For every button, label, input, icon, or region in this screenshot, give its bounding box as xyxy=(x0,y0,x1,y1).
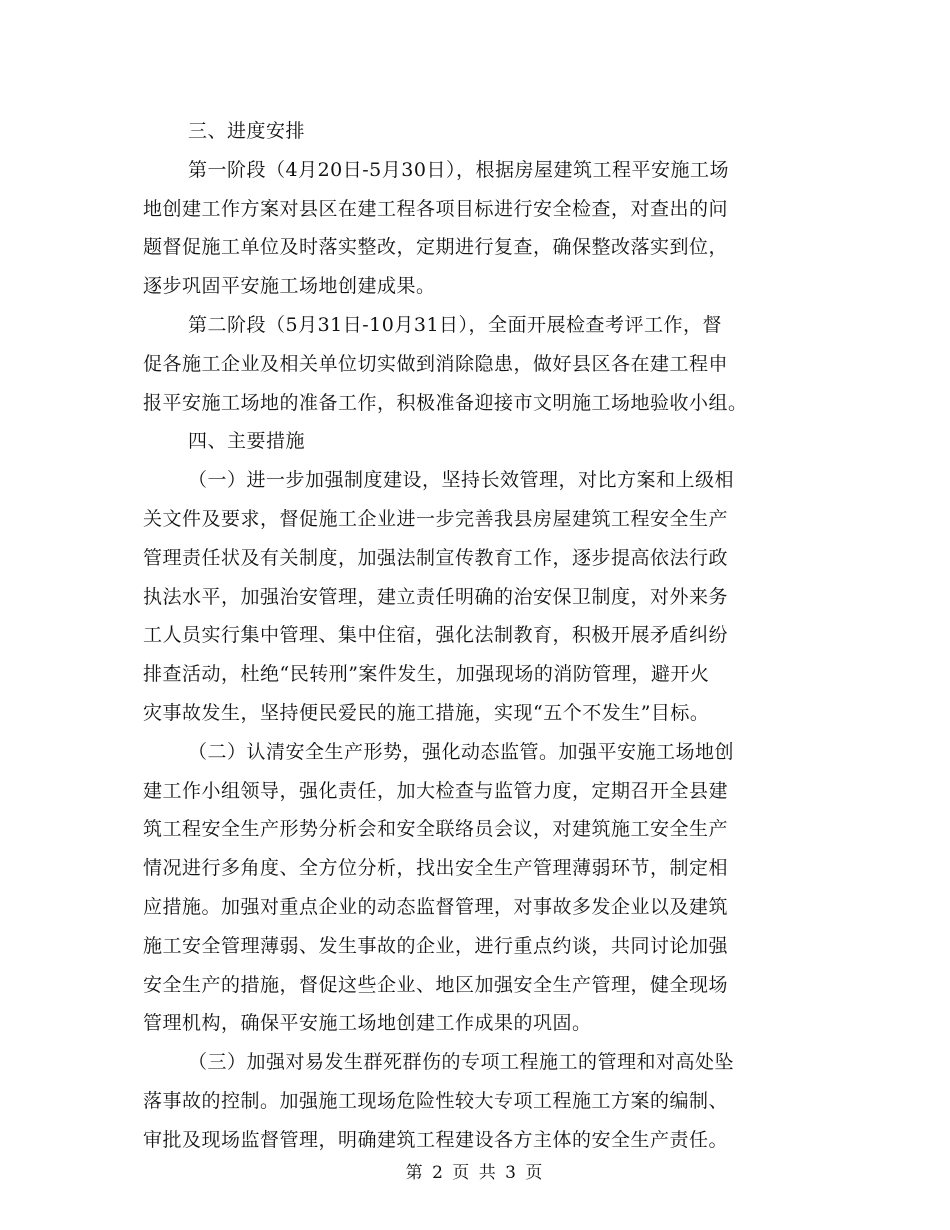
text-line: 灾事故发生，坚持便民爱民的施工措施，实现“五个不发生”目标。 xyxy=(143,701,710,724)
text-line: 应措施。加强对重点企业的动态监督管理，对事故多发企业以及建筑 xyxy=(143,895,729,918)
text-line: 题督促施工单位及时落实整改，定期进行复查，确保整改落实到位， xyxy=(143,236,729,259)
text-line: 报平安施工场地的准备工作，积极准备迎接市文明施工场地验收小组。 xyxy=(143,391,748,414)
text-line: 三、进度安排 xyxy=(188,120,306,142)
text-line: 安全生产的措施，督促这些企业、地区加强安全生产管理，健全现场 xyxy=(143,973,729,996)
text-line: 促各施工企业及相关单位切实做到消除隐患，做好县区各在建工程申 xyxy=(143,352,729,375)
page-number-footer: 第 2 页 共 3 页 xyxy=(405,1163,545,1183)
text-line: 执法水平，加强治安管理，建立责任明确的治安保卫制度，对外来务 xyxy=(143,585,729,608)
text-line: 排查活动，杜绝“民转刑”案件发生，加强现场的消防管理，避开火 xyxy=(143,663,710,686)
text-line: 审批及现场监督管理，明确建筑工程建设各方主体的安全生产责任。 xyxy=(143,1128,729,1151)
text-line: 建工作小组领导，强化责任，加大检查与监管力度，定期召开全县建 xyxy=(143,779,729,802)
text-line: （一）进一步加强制度建设，坚持长效管理，对比方案和上级相 xyxy=(188,469,735,492)
text-line: 情况进行多角度、全方位分析，找出安全生产管理薄弱环节，制定相 xyxy=(143,857,729,880)
text-line: 第二阶段（5月31日-10月31日），全面开展检查考评工作，督 xyxy=(188,313,723,336)
text-line: 逐步巩固平安施工场地创建成果。 xyxy=(143,275,436,298)
text-line: 地创建工作方案对县区在建工程各项目标进行安全检查，对查出的问 xyxy=(143,197,729,220)
text-line: 施工安全管理薄弱、发生事故的企业，进行重点约谈，共同讨论加强 xyxy=(143,934,729,957)
text-line: 管理责任状及有关制度，加强法制宣传教育工作，逐步提高依法行政 xyxy=(143,546,729,569)
text-line: 筑工程安全生产形势分析会和安全联络员会议，对建筑施工安全生产 xyxy=(143,818,729,841)
text-line: 工人员实行集中管理、集中住宿，强化法制教育，积极开展矛盾纠纷 xyxy=(143,624,729,647)
text-line: 关文件及要求，督促施工企业进一步完善我县房屋建筑工程安全生产 xyxy=(143,507,729,530)
text-line: （三）加强对易发生群死群伤的专项工程施工的管理和对高处坠 xyxy=(188,1051,735,1074)
text-line: 管理机构，确保平安施工场地创建工作成果的巩固。 xyxy=(143,1012,592,1035)
text-line: 第一阶段（4月20日-5月30日），根据房屋建筑工程平安施工场 xyxy=(188,158,729,181)
text-line: 落事故的控制。加强施工现场危险性较大专项工程施工方案的编制、 xyxy=(143,1089,729,1112)
text-line: 四、主要措施 xyxy=(188,430,306,453)
document-body xyxy=(143,112,808,1160)
text-line: （二）认清安全生产形势，强化动态监管。加强平安施工场地创 xyxy=(188,740,735,763)
